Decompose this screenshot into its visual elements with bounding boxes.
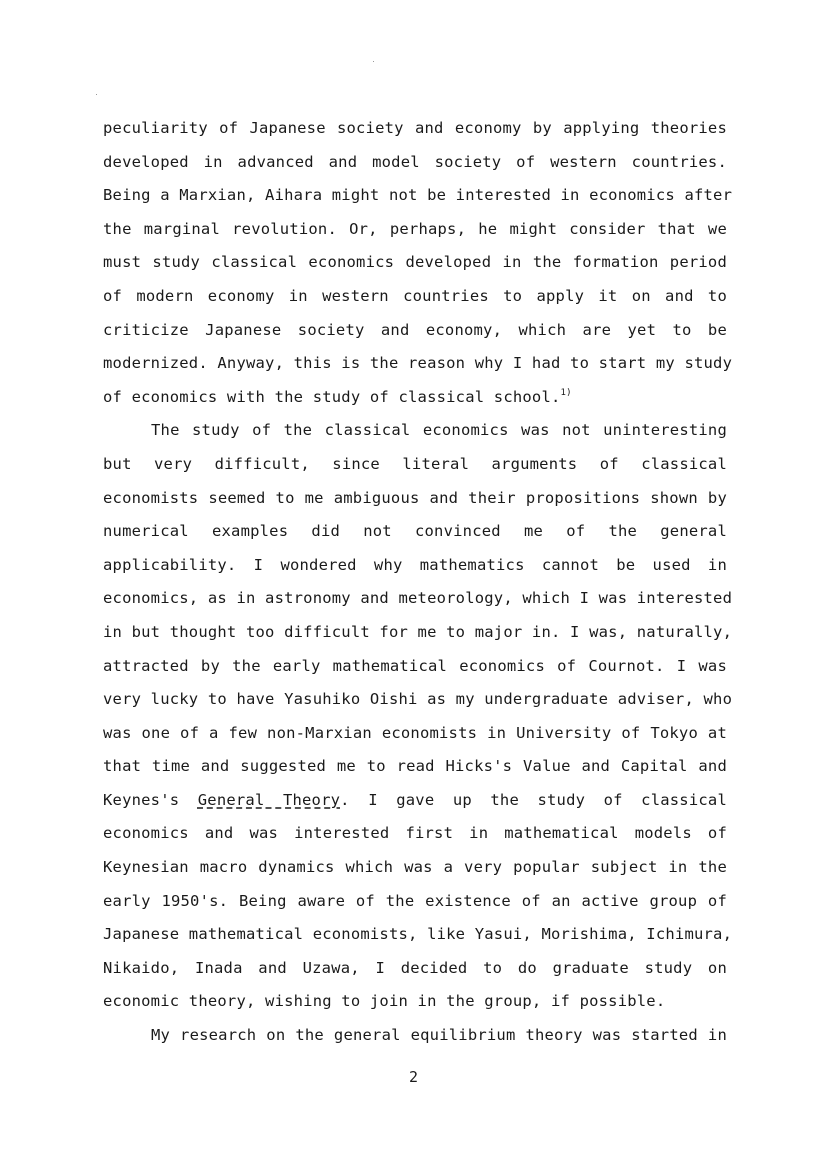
text-line: developed in advanced and model society of western countries. xyxy=(103,152,727,171)
text-span: of economics with the study of classical school. xyxy=(103,387,561,406)
text-span: . xyxy=(340,790,350,809)
text-line: early 1950's. Being aware of the existence of an active group of xyxy=(103,891,727,910)
text-line: peculiarity of Japanese society and economy by applying theories xyxy=(103,119,727,137)
text-line: economists seemed to me ambiguous and their propositions shown by xyxy=(103,488,727,507)
footnote-mark: 1) xyxy=(560,387,572,398)
scan-speck xyxy=(373,61,374,62)
text-line: My research on the general equilibrium theory was started in xyxy=(151,1026,727,1045)
text-span: Keynes's xyxy=(103,790,198,809)
text-line: was one of a few non-Marxian economists in University of Tokyo at xyxy=(103,723,727,742)
text-line: of modern economy in western countries to apply it on and to xyxy=(103,286,727,305)
text-line: in but thought too difficult for me to major in. I was, naturally, xyxy=(103,622,733,641)
text-line: but very difficult, since literal arguments of classical xyxy=(103,454,727,473)
text-line: economics and was interested first in mathematical models of xyxy=(103,824,727,843)
text-line: Being a Marxian, Aihara might not be interested in economics after xyxy=(103,186,733,205)
text-line: must study classical economics developed in the formation period xyxy=(103,253,727,272)
text-span: I gave up the study of classical xyxy=(368,790,727,809)
text-line: Japanese mathematical economists, like Yasui, Morishima, Ichimura, xyxy=(103,925,733,944)
text-line: economics, as in astronomy and meteorology, which I was interested xyxy=(103,589,733,608)
text-line: The study of the classical economics was not uninteresting xyxy=(151,421,727,440)
text-line: numerical examples did not convinced me of the general xyxy=(103,522,727,541)
body-text xyxy=(103,112,733,1053)
page-number: 2 xyxy=(408,1068,419,1086)
book-title: General Theory xyxy=(197,790,341,809)
text-line: the marginal revolution. Or, perhaps, he might consider that we xyxy=(103,219,727,238)
text-line: Keynesian macro dynamics which was a very popular subject in the xyxy=(103,858,727,877)
text-line: applicability. I wondered why mathematics cannot be used in xyxy=(103,555,727,574)
text-line: that time and suggested me to read Hicks's Value and Capital and xyxy=(103,757,727,776)
text-line: criticize Japanese society and economy, which are yet to be xyxy=(103,320,727,339)
text-line xyxy=(103,784,727,818)
scan-speck xyxy=(96,94,97,95)
text-line: economic theory, wishing to join in the group, if possible. xyxy=(103,992,666,1011)
text-line: modernized. Anyway, this is the reason why I had to start my study xyxy=(103,354,733,373)
text-line: Nikaido, Inada and Uzawa, I decided to do graduate study on xyxy=(103,958,727,977)
text-line: attracted by the early mathematical economics of Cournot. I was xyxy=(103,656,727,675)
text-line: very lucky to have Yasuhiko Oishi as my undergraduate adviser, who xyxy=(103,690,733,709)
text-line xyxy=(103,381,727,415)
